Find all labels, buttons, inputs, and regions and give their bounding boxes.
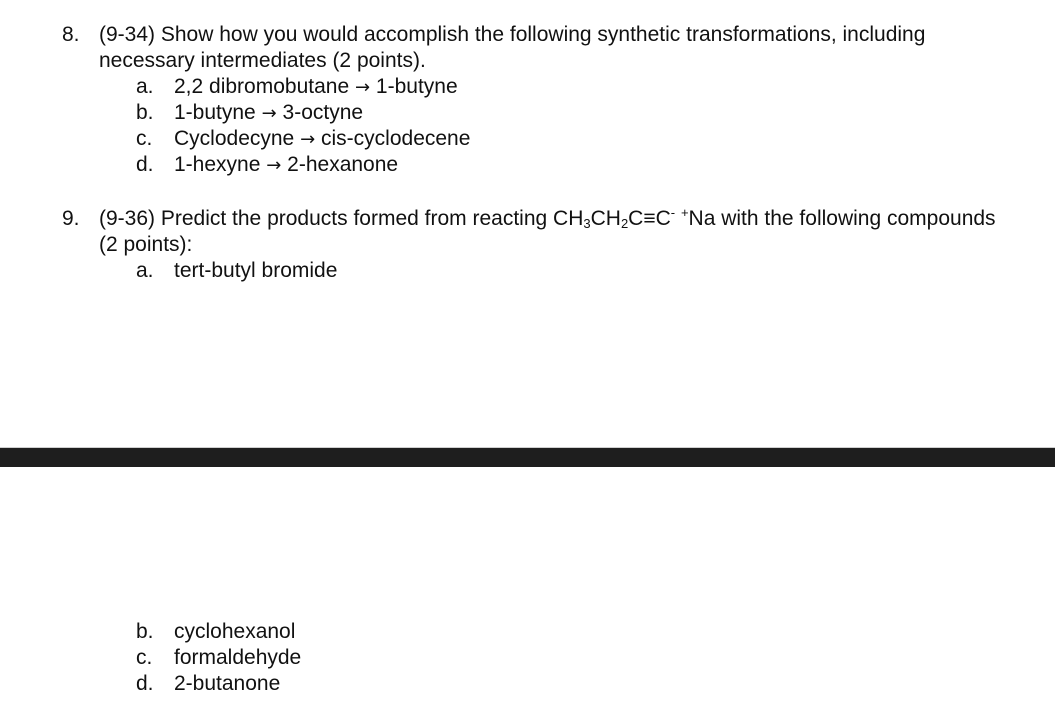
list-item	[0, 74, 1055, 100]
question-number: 9.	[62, 207, 80, 230]
question-text-part: Na with the following compounds (2 points):	[99, 207, 996, 256]
item-product: 2-hexanone	[287, 153, 399, 176]
item-reactant: 1-hexyne	[174, 153, 261, 176]
question-text-part: (9-36) Predict the products formed from reacting CH	[99, 207, 584, 230]
item-letter: b.	[136, 101, 154, 124]
list-item	[0, 100, 1055, 126]
right-arrow-icon: →	[261, 103, 277, 124]
item-letter: d.	[136, 153, 154, 176]
list-item	[0, 671, 1055, 697]
item-letter: c.	[136, 127, 153, 150]
question-text	[99, 206, 1015, 258]
question-text-part: C≡C	[628, 207, 671, 230]
item-letter: a.	[136, 259, 154, 282]
item-text: 2-butanone	[174, 672, 281, 695]
list-item	[0, 645, 1055, 671]
question-8-prompt	[0, 22, 1055, 74]
item-reactant: Cyclodecyne	[174, 127, 295, 150]
item-text: formaldehyde	[174, 646, 302, 669]
right-arrow-icon: →	[354, 77, 371, 98]
superscript: -	[670, 205, 676, 220]
item-text: cyclohexanol	[174, 620, 296, 643]
item-letter: c.	[136, 646, 153, 669]
subscript: 2	[620, 216, 629, 231]
right-arrow-icon: →	[300, 129, 316, 150]
item-text: tert-butyl bromide	[174, 259, 338, 282]
item-product: cis-cyclodecene	[321, 127, 471, 150]
item-product: 3-octyne	[282, 101, 364, 124]
question-9-items-top	[0, 258, 1055, 284]
question-9-prompt	[0, 206, 1055, 258]
list-item	[0, 126, 1055, 152]
page-divider-bar	[0, 447, 1055, 467]
question-text-part: CH	[590, 207, 621, 230]
item-product: 1-butyne	[375, 75, 458, 98]
item-letter: a.	[136, 75, 154, 98]
right-arrow-icon: →	[266, 155, 282, 176]
question-9-items-bottom	[0, 619, 1055, 697]
question-9	[0, 206, 1055, 284]
item-reactant: 2,2 dibromobutane	[174, 75, 350, 98]
list-item	[0, 152, 1055, 178]
question-8-items	[0, 74, 1055, 178]
superscript: +	[680, 205, 689, 220]
question-text: (9-34) Show how you would accomplish the following synthetic transformations, including necessary intermediates (2 points).	[99, 23, 926, 72]
list-item	[0, 258, 1055, 284]
list-item	[0, 619, 1055, 645]
question-8	[0, 22, 1055, 178]
question-number: 8.	[62, 23, 80, 46]
item-letter: b.	[136, 620, 154, 643]
item-letter: d.	[136, 672, 154, 695]
question-9-continued	[0, 619, 1055, 697]
item-reactant: 1-butyne	[174, 101, 256, 124]
subscript: 3	[583, 216, 591, 231]
